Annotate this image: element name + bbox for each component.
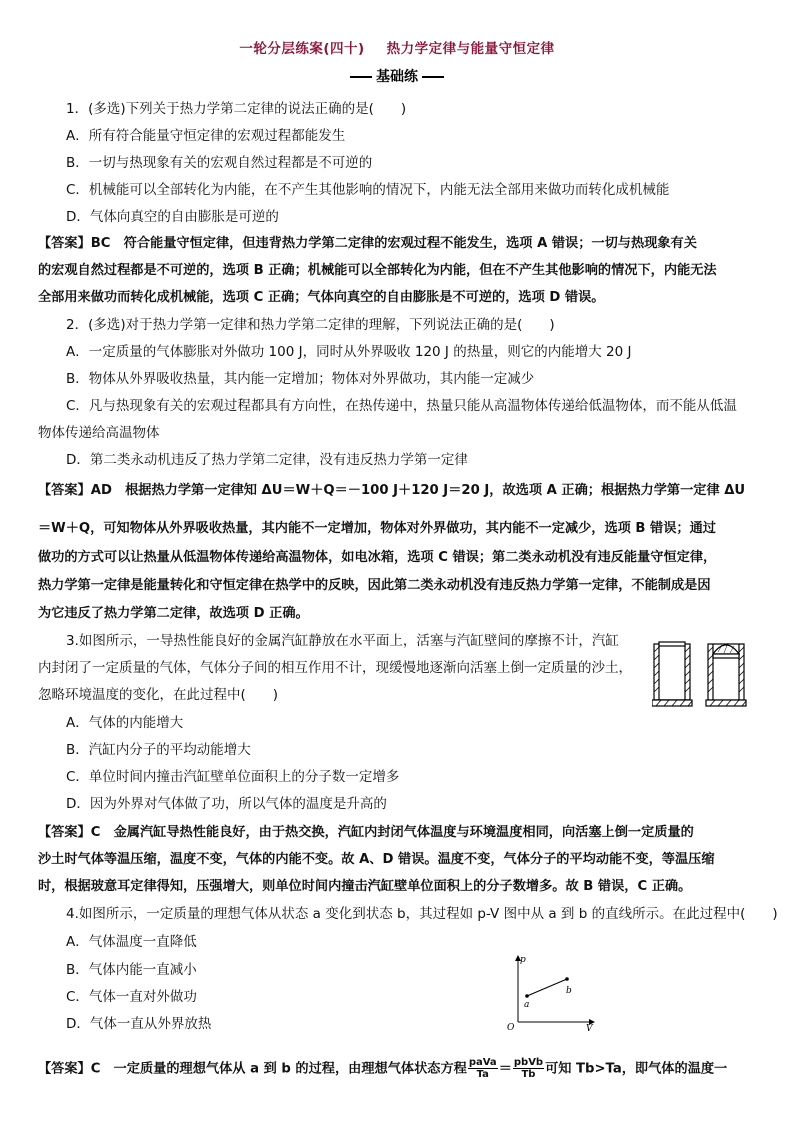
q2-answer-line: ＝W＋Q，可知物体从外界吸收热量，其内能不一定增加，物体对外界做功，其内能不一定减少，选项 B 错误；通过 (38, 521, 716, 536)
q3-option-a: A．气体的内能增大 (66, 715, 184, 731)
q2-option-d: D．第二类永动机违反了热力学第二定律，没有违反热力学第一定律 (66, 452, 468, 468)
page-title (0, 37, 794, 57)
ab-line (527, 979, 567, 996)
q2-option-c: C．凡与热现象有关的宏观过程都具有方向性，在热传递中，热量只能从高温物体传递给低温物体，而不能从低温 (66, 398, 737, 414)
q2-answer-line: 热力学第一定律是能量转化和守恒定律在热学中的反映，因此第二类永动机没有违反热力学第一定律，不能制成是因 (38, 578, 711, 593)
q3-stem: 3.如图所示，一导热性能良好的金属汽缸静放在水平面上，活塞与汽缸壁间的摩擦不计，汽缸 (66, 633, 619, 649)
q1-option-b: B．一切与热现象有关的宏观自然过程都是不可逆的 (66, 155, 373, 171)
q4-option-c: C．气体一直对外做功 (66, 989, 197, 1005)
q2-option-b: B．物体从外界吸收热量，其内能一定增加；物体对外界做功，其内能一定减少 (66, 371, 535, 387)
q3-option-b: B．汽缸内分子的平均动能增大 (66, 742, 251, 758)
q4-option-b: B．气体内能一直减小 (66, 962, 197, 978)
q1-answer-line: 【答案】BC 符合能量守恒定律，但违背热力学第二定律的宏观过程不能发生，选项 A 错误；一切与热现象有关 (38, 236, 697, 251)
section-heading (0, 66, 794, 86)
point-b-label: b (566, 986, 572, 996)
q1-option-c: C．机械能可以全部转化为内能，在不产生其他影响的情况下，内能无法全部用来做功而转化成机械能 (66, 182, 670, 198)
cylinder-left (652, 642, 692, 706)
fraction-a (468, 1057, 498, 1080)
cylinder-figure (652, 632, 748, 710)
q3-stem-cont: 忽略环境温度的变化，在此过程中( ) (38, 687, 279, 703)
q2-option-a: A．一定质量的气体膨胀对外做功 100 J，同时从外界吸收 120 J 的热量，则它的内能增大 20 J (66, 344, 632, 360)
divider (422, 76, 444, 78)
q4-option-d: D．气体一直从外界放热 (66, 1016, 212, 1032)
q3-answer-line: 【答案】C 金属汽缸导热性能良好，由于热交换，汽缸内封闭气体温度与环境温度相同，向活塞上倒一定质量的 (38, 825, 694, 840)
q3-answer-line: 时，根据玻意耳定律得知，压强增大，则单位时间内撞击汽缸壁单位面积上的分子数增多。故 B 错误，C 正确。 (38, 879, 692, 894)
q2-stem: 2．(多选)对于热力学第一定律和热力学第二定律的理解，下列说法正确的是( ) (66, 317, 555, 333)
origin-label: O (507, 1023, 515, 1032)
q3-answer-line: 沙土时气体等温压缩，温度不变，气体的内能不变。故 A、D 错误。温度不变，气体分子的平均动能不变，等温压缩 (38, 852, 715, 867)
q1-answer-line: 的宏观自然过程都是不可逆的，选项 B 正确；机械能可以全部转化为内能，但在不产生其他影响的情况下，内能无法 (38, 263, 717, 278)
v-axis-label: V (586, 1024, 593, 1032)
q4-answer-line (38, 1057, 727, 1080)
p-axis-label: p (520, 955, 526, 965)
point-b (565, 977, 569, 981)
q4-answer-text-end: 可知 Tb>Ta，即气体的温度一 (545, 1061, 728, 1077)
fraction-a-denominator: Ta (476, 1069, 489, 1080)
point-a (525, 994, 529, 998)
section-title: 基础练 (376, 69, 418, 85)
pv-graph (500, 950, 600, 1032)
fraction-a-numerator: paVa (468, 1057, 497, 1068)
q4-option-a: A．气体温度一直降低 (66, 934, 197, 950)
fraction-b-numerator: pbVb (513, 1057, 544, 1068)
point-a-label: a (524, 1000, 530, 1010)
equals-sign: ＝ (498, 1061, 512, 1077)
fraction-b (513, 1057, 544, 1080)
q1-stem: 1．(多选)下列关于热力学第二定律的说法正确的是( ) (66, 101, 407, 117)
q4-stem: 4.如图所示，一定质量的理想气体从状态 a 变化到状态 b，其过程如 p-V 图中从 a 到 b 的直线所示。在此过程中( ) (66, 906, 778, 922)
q3-option-d: D．因为外界对气体做了功，所以气体的温度是升高的 (66, 796, 387, 812)
q2-answer-line: 为它违反了热力学第二定律，故选项 D 正确。 (38, 606, 309, 621)
q2-answer-line: 【答案】AD 根据热力学第一定律知 ΔU＝W＋Q＝－100 J＋120 J＝20 J，故选项 A 正确；根据热力学第一定律 ΔU (38, 483, 746, 498)
q3-stem-cont: 内封闭了一定质量的气体，气体分子间的相互作用不计，现缓慢地逐渐向活塞上倒一定质量的沙土， (38, 660, 632, 676)
cylinder-right (706, 643, 746, 706)
q2-option-c-cont: 物体传递给高温物体 (38, 425, 160, 441)
q4-answer-text: 【答案】C 一定质量的理想气体从 a 到 b 的过程，由理想气体状态方程 (38, 1061, 467, 1077)
divider (350, 76, 372, 78)
q1-option-a: A．所有符合能量守恒定律的宏观过程都能发生 (66, 128, 346, 144)
title-left: 一轮分层练案(四十) (239, 41, 365, 57)
q3-option-c: C．单位时间内撞击汽缸壁单位面积上的分子数一定增多 (66, 769, 400, 785)
title-right: 热力学定律与能量守恒定律 (386, 41, 555, 57)
q2-answer-line: 做功的方式可以让热量从低温物体传递给高温物体，如电冰箱，选项 C 错误；第二类永动机没有违反能量守恒定律， (38, 550, 717, 565)
q1-option-d: D．气体向真空的自由膨胀是可逆的 (66, 209, 279, 225)
q1-answer-line: 全部用来做功而转化成机械能，选项 C 正确；气体向真空的自由膨胀是不可逆的，选项 D 错误。 (38, 290, 605, 305)
fraction-b-denominator: Tb (521, 1069, 536, 1080)
